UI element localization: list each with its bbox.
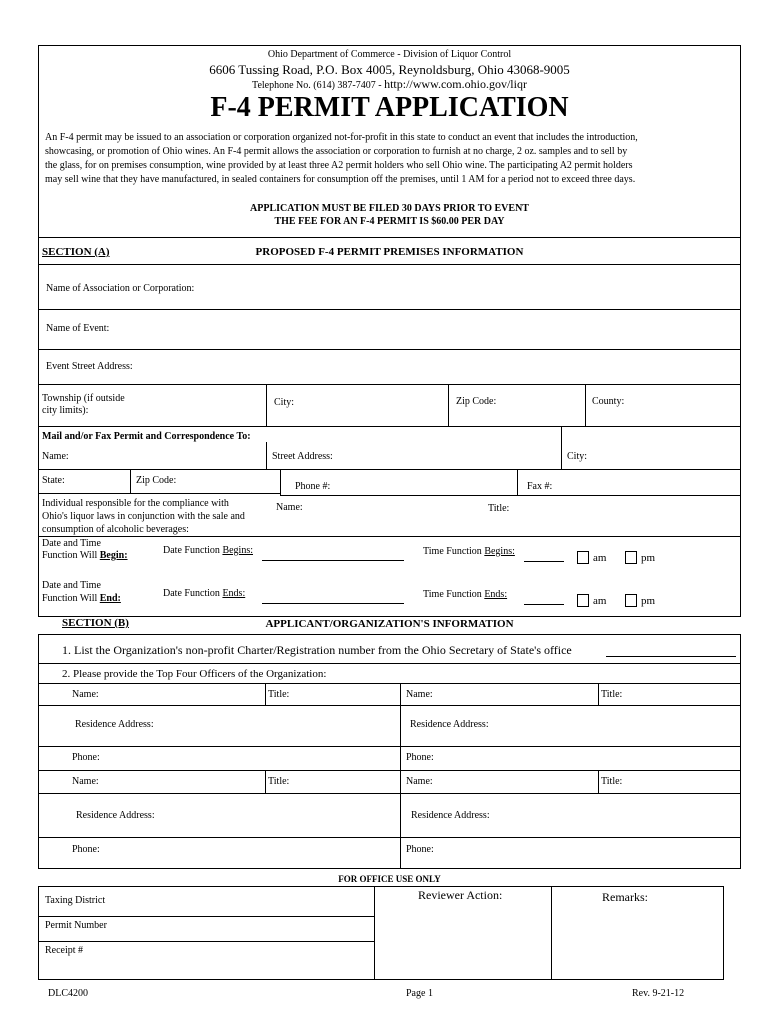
section-b-title: APPLICANT/ORGANIZATION'S INFORMATION bbox=[265, 618, 514, 630]
officer-2-name-label: Name: bbox=[406, 689, 433, 700]
assoc-name-input[interactable] bbox=[200, 281, 730, 295]
time-begins-b: Begins: bbox=[484, 546, 515, 557]
time-ends-a: Time Function bbox=[423, 589, 485, 600]
mail-phone-label: Phone #: bbox=[295, 481, 331, 492]
intro-line-2: showcasing, or promotion of Ohio wines. An F-4 permit allows the association or corporation to furnish at no charge, 2 oz. samples and to sell by bbox=[45, 146, 628, 157]
office-use-heading: FOR OFFICE USE ONLY bbox=[338, 874, 441, 884]
date-begins-a: Date Function bbox=[163, 545, 223, 556]
end-pm-label: pm bbox=[641, 595, 656, 607]
begin-am-label: am bbox=[593, 552, 607, 564]
township-label: Township (if outside bbox=[42, 393, 125, 404]
time-begins-input[interactable] bbox=[525, 547, 563, 560]
divider bbox=[448, 384, 449, 426]
date-ends-b: Ends: bbox=[222, 588, 246, 599]
officer-4-name-label: Name: bbox=[406, 776, 433, 787]
date-ends-line bbox=[262, 603, 404, 604]
begin-label-1: Date and Time bbox=[42, 538, 101, 549]
divider bbox=[38, 916, 374, 917]
divider bbox=[38, 941, 374, 942]
divider bbox=[38, 426, 741, 427]
date-ends-a: Date Function bbox=[163, 588, 223, 599]
event-street-input[interactable] bbox=[140, 359, 730, 373]
mail-zip-label: Zip Code: bbox=[136, 475, 177, 486]
officers-question: 2. Please provide the Top Four Officers of the Organization: bbox=[62, 668, 327, 680]
divider bbox=[38, 663, 741, 664]
divider bbox=[551, 886, 552, 980]
officer-3-title-label: Title: bbox=[268, 776, 290, 787]
divider bbox=[280, 495, 741, 496]
divider bbox=[130, 469, 131, 493]
event-name-input[interactable] bbox=[115, 321, 730, 335]
agency-address: 6606 Tussing Road, P.O. Box 4005, Reynoldsburg, Ohio 43068-9005 bbox=[209, 62, 570, 77]
officer-1-phone-label: Phone: bbox=[72, 752, 100, 763]
intro-line-4: may sell wine that they have manufactured, in sealed containers for consumption off the premises, until 1 AM for a period not to exceed three days. bbox=[45, 174, 636, 185]
officer-1-title-label: Title: bbox=[268, 689, 290, 700]
divider bbox=[38, 683, 741, 684]
time-begins-label bbox=[423, 546, 515, 558]
reviewer-action-label: Reviewer Action: bbox=[418, 888, 503, 902]
revision-date: Rev. 9-21-12 bbox=[632, 988, 685, 999]
date-ends-input[interactable] bbox=[264, 589, 402, 602]
event-street-label: Event Street Address: bbox=[46, 361, 133, 372]
divider bbox=[517, 469, 518, 495]
divider bbox=[266, 384, 267, 426]
remarks-label: Remarks: bbox=[602, 890, 648, 904]
city-label: City: bbox=[274, 397, 295, 408]
divider bbox=[38, 770, 741, 771]
section-a-label: SECTION (A) bbox=[42, 246, 110, 258]
taxing-district-label: Taxing District bbox=[45, 895, 106, 906]
zip-label: Zip Code: bbox=[456, 396, 497, 407]
divider bbox=[38, 793, 741, 794]
divider bbox=[38, 469, 741, 470]
intro-line-1: An F-4 permit may be issued to an association or corporation organized not-for-profit in this state to conduct an event that includes the introduction, bbox=[45, 132, 638, 143]
begin-label-2a: Function Will bbox=[42, 550, 100, 561]
divider bbox=[38, 309, 741, 310]
assoc-name-label: Name of Association or Corporation: bbox=[46, 283, 195, 294]
mail-state-label: State: bbox=[42, 475, 65, 486]
officer-3-phone-label: Phone: bbox=[72, 844, 100, 855]
officer-1-residence-label: Residence Address: bbox=[75, 719, 154, 730]
time-ends-label bbox=[423, 589, 507, 601]
officer-1-name-label: Name: bbox=[72, 689, 99, 700]
divider bbox=[400, 683, 401, 869]
divider bbox=[265, 770, 266, 793]
divider bbox=[561, 426, 562, 469]
divider bbox=[598, 770, 599, 793]
responsible-label-2: Ohio's liquor laws in conjunction with the sale and bbox=[42, 511, 245, 522]
officer-2-phone-label: Phone: bbox=[406, 752, 434, 763]
end-label-2 bbox=[42, 593, 121, 605]
resp-name-label: Name: bbox=[276, 502, 303, 513]
intro-line-3: the glass, for on premises consumption, wine provided by at least three A2 permit holders who sell Ohio wine. The participating A2 permit holders bbox=[45, 160, 633, 171]
filing-deadline-notice: APPLICATION MUST BE FILED 30 DAYS PRIOR TO EVENT bbox=[250, 203, 529, 214]
time-begins-a: Time Function bbox=[423, 546, 485, 557]
time-ends-b: Ends: bbox=[484, 589, 508, 600]
divider bbox=[585, 384, 586, 426]
date-begins-label bbox=[163, 545, 253, 557]
mail-fax-label: Fax #: bbox=[527, 481, 553, 492]
end-label-1: Date and Time bbox=[42, 580, 101, 591]
divider bbox=[266, 442, 267, 469]
divider bbox=[38, 493, 280, 494]
officer-2-title-label: Title: bbox=[601, 689, 623, 700]
date-begins-line bbox=[262, 560, 404, 561]
mail-street-label: Street Address: bbox=[272, 451, 333, 462]
permit-number-label: Permit Number bbox=[45, 920, 107, 931]
date-begins-b: Begins: bbox=[222, 545, 253, 556]
end-label-2b: End: bbox=[99, 593, 121, 604]
event-name-label: Name of Event: bbox=[46, 323, 110, 334]
officer-2-residence-label: Residence Address: bbox=[410, 719, 489, 730]
form-id: DLC4200 bbox=[48, 988, 88, 999]
fee-notice: THE FEE FOR AN F-4 PERMIT IS $60.00 PER DAY bbox=[274, 216, 505, 227]
divider bbox=[38, 264, 741, 265]
agency-website-link[interactable]: http://www.com.ohio.gov/liqr bbox=[384, 77, 527, 91]
officer-3-name-label: Name: bbox=[72, 776, 99, 787]
officer-4-residence-label: Residence Address: bbox=[411, 810, 490, 821]
page-number: Page 1 bbox=[406, 988, 433, 999]
end-am-label: am bbox=[593, 595, 607, 607]
begin-label-2b: Begin: bbox=[99, 550, 128, 561]
officer-4-title-label: Title: bbox=[601, 776, 623, 787]
resp-title-label: Title: bbox=[488, 503, 510, 514]
end-am-checkbox[interactable] bbox=[577, 594, 589, 607]
begin-label-2 bbox=[42, 550, 128, 562]
charter-number-input[interactable] bbox=[607, 642, 735, 655]
divider bbox=[265, 683, 266, 705]
agency-phone: Telephone No. (614) 387-7407 - bbox=[252, 80, 385, 91]
time-ends-input[interactable] bbox=[525, 590, 563, 603]
receipt-label: Receipt # bbox=[45, 945, 84, 956]
divider bbox=[374, 886, 375, 980]
date-begins-input[interactable] bbox=[264, 546, 402, 559]
agency-name: Ohio Department of Commerce - Division of Liquor Control bbox=[267, 49, 512, 60]
divider bbox=[38, 384, 741, 385]
form-title: F-4 PERMIT APPLICATION bbox=[210, 92, 569, 123]
mail-city-label: City: bbox=[567, 451, 588, 462]
time-ends-line bbox=[524, 604, 564, 605]
divider bbox=[38, 746, 741, 747]
mail-heading: Mail and/or Fax Permit and Correspondence To: bbox=[42, 431, 251, 442]
agency-contact bbox=[38, 78, 741, 92]
time-begins-line bbox=[524, 561, 564, 562]
begin-am-checkbox[interactable] bbox=[577, 551, 589, 564]
divider bbox=[598, 683, 599, 705]
charter-line bbox=[606, 656, 736, 657]
township-label-2: city limits): bbox=[42, 405, 89, 416]
officer-4-phone-label: Phone: bbox=[406, 844, 434, 855]
section-b-label: SECTION (B) bbox=[62, 617, 129, 629]
responsible-label-1: Individual responsible for the compliance with bbox=[42, 498, 229, 509]
begin-pm-checkbox[interactable] bbox=[625, 551, 637, 564]
divider bbox=[38, 705, 741, 706]
end-pm-checkbox[interactable] bbox=[625, 594, 637, 607]
county-label: County: bbox=[592, 396, 625, 407]
mail-name-label: Name: bbox=[42, 451, 69, 462]
date-ends-label bbox=[163, 588, 245, 600]
divider bbox=[38, 349, 741, 350]
section-a-title: PROPOSED F-4 PERMIT PREMISES INFORMATION bbox=[255, 246, 524, 258]
end-label-2a: Function Will bbox=[42, 593, 100, 604]
divider bbox=[38, 536, 741, 537]
responsible-label-3: consumption of alcoholic beverages: bbox=[42, 524, 189, 535]
charter-question: 1. List the Organization's non-profit Charter/Registration number from the Ohio Secretary of State's office bbox=[62, 643, 572, 657]
divider bbox=[280, 469, 281, 495]
officer-3-residence-label: Residence Address: bbox=[76, 810, 155, 821]
begin-pm-label: pm bbox=[641, 552, 656, 564]
divider bbox=[38, 837, 741, 838]
